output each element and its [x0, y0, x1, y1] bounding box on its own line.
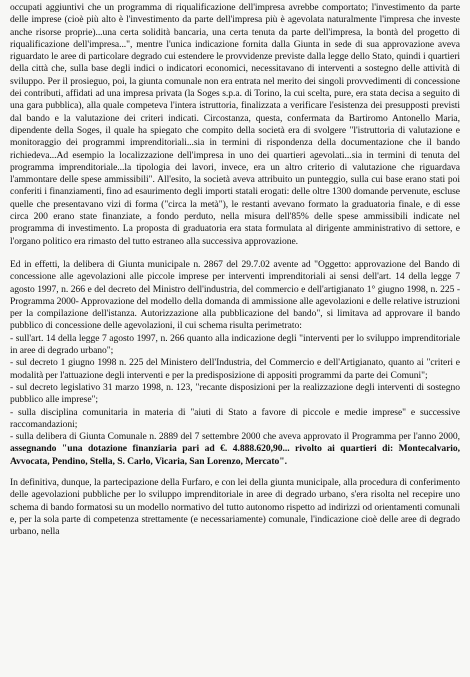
paragraph-gap [10, 248, 460, 259]
bullet-item: - sul decreto 1 giugno 1998 n. 225 del Ministero dell'Industria, del Commercio e dell'Artigianato, quanto ai "criteri e modalità per l'attuazione degli interventi e per la predisposizione di appositi programmi da parte dei Comuni"; [10, 357, 460, 381]
bullet-bold-text: assegnando "una dotazione finanziaria pari ad €. 4.888.620,90... rivolto ai quartieri di: Montecalvario, Avvocata, Pendino, Stella, S. Carlo, Vicaria, San Lorenzo, Mercato". [10, 443, 460, 467]
paragraph-delibera: Ed in effetti, la delibera di Giunta municipale n. 2867 del 29.7.02 avente ad "Oggetto: approvazione del Bando di concessione alle agevolazioni alle piccole imprese per interventi imprenditoriali ai sensi dell'art. 14 della legge 7 agosto 1997, n. 266 e del decreto del Ministro dell'industria, del commercio e dell'artigianato 1° giugno 1998, n. 225 -Programma 2000- Approvazione del modello della domanda di ammissione alle agevolazioni e delle relative istruzioni per la compilazione dell'istanza. Autorizzazione alla pubblicazione del bando", si limitava ad approvare il bando pubblico di concessione delle agevolazioni, il cui schema risulta perimetrato: [10, 258, 460, 332]
paragraph-gap [10, 468, 460, 477]
bullet-item: - sull'art. 14 della legge 7 agosto 1997, n. 266 quanto alla indicazione degli "interventi per lo sviluppo imprenditoriale in aree di degrado urbano"; [10, 332, 460, 357]
bullet-item: - sul decreto legislativo 31 marzo 1998, n. 123, "recante disposizioni per la realizzazione degli interventi di sostegno pubblico alle imprese"; [10, 381, 460, 406]
bullet-item: - sulla disciplina comunitaria in materia di "aiuti di Stato a favore di piccole e medie imprese" e successive raccomandazioni; [10, 406, 460, 430]
paragraph-conclusion: In definitiva, dunque, la partecipazione della Furfaro, e con lei della giunta municipale, alla procedura di conferimento delle agevolazioni pubbliche per lo sviluppo imprenditoriale in aree di degrado urbano, s'era risolta nel recepire uno schema di bando formatosi su un modello normativo del tutto autonomo rispetto ad indirizzi od orientamenti comunali e, per la sola parte di competenza strettamente (e necessariamente) comunale, l'indicazione cioè delle aree di degrado urbano, nella [10, 476, 460, 538]
paragraph-continuation: occupati aggiuntivi che un programma di riqualificazione dell'impresa avrebbe comportato; l'investimento da parte delle imprese (cioè più alto è l'investimento da parte dell'impresa più è agevolata naturalmente l'impresa che investe anche risorse proprie)...una certa solidità bancaria, una certa tenuta da parte dell'impresa, la bontà del progetto di riqualificazione dell'impresa...", mentre l'unica indicazione fornita dalla Giunta in sede di sua approvazione aveva riguardato le aree di particolare degrado cui estendere le provvidenze previste dalla legge dello Stato, quindi i quartieri della città che, sulla base degli indici o indicatori economici, necessitavano di interventi a sostegno delle attività di sviluppo. Per il prosieguo, poi, la giunta comunale non era entrata nel merito dei singoli provvedimenti di concessione dei contributi, affidati ad una impresa privata (la Soges s.p.a. di Torino, la cui scelta, pure, era stata decisa a seguito di una gara pubblica), alla quale competeva l'intera istruttoria, finalizzata a verificare l'esistenza dei presupposti previsti dal bando e la valutazione dei criteri indicati. Circostanza, questa, confermata da Bartiromo Antonello Maria, dipendente della Soges, il quale ha spiegato che compito della società era di svolgere "l'istruttoria di valutazione e monitoraggio dei programmi imprenditoriali...sia in termini di rispondenza della documentazione che il bando richiedeva...Ad esempio la localizzazione dell'impresa in uno dei quartieri agevolati...sia in termini di tenuta del programma imprenditoriale...la tipologia dei lavori, invece, era un altro criterio di valutazione che riguardava l'ammontare delle spese ammissibili". All'esito, la società aveva attribuito un punteggio, sulla cui base erano stati poi conferiti i finanziamenti, fino ad esaurimento degli importi statali erogati: delle oltre 1300 domande pervenute, escluse quelle che presentavano vizi di forma ("circa la metà"), le restanti avevano formato la graduatoria finale, e di esse circa 200 erano state finanziate, a fondo perduto, nella misura dell'85% delle spese ammissibili indicate nel programma di investimento. La proposta di graduatoria era stata formulata al dirigente amministrativo di settore, e l'organo politico era rimasto del tutto estraneo alla successiva approvazione. [10, 2, 460, 247]
bullet-item-last [10, 431, 460, 468]
bullet-text: - sulla delibera di Giunta Comunale n. 2889 del 7 settembre 2000 che aveva approvato il Programma per l'anno 2000, [10, 431, 460, 443]
